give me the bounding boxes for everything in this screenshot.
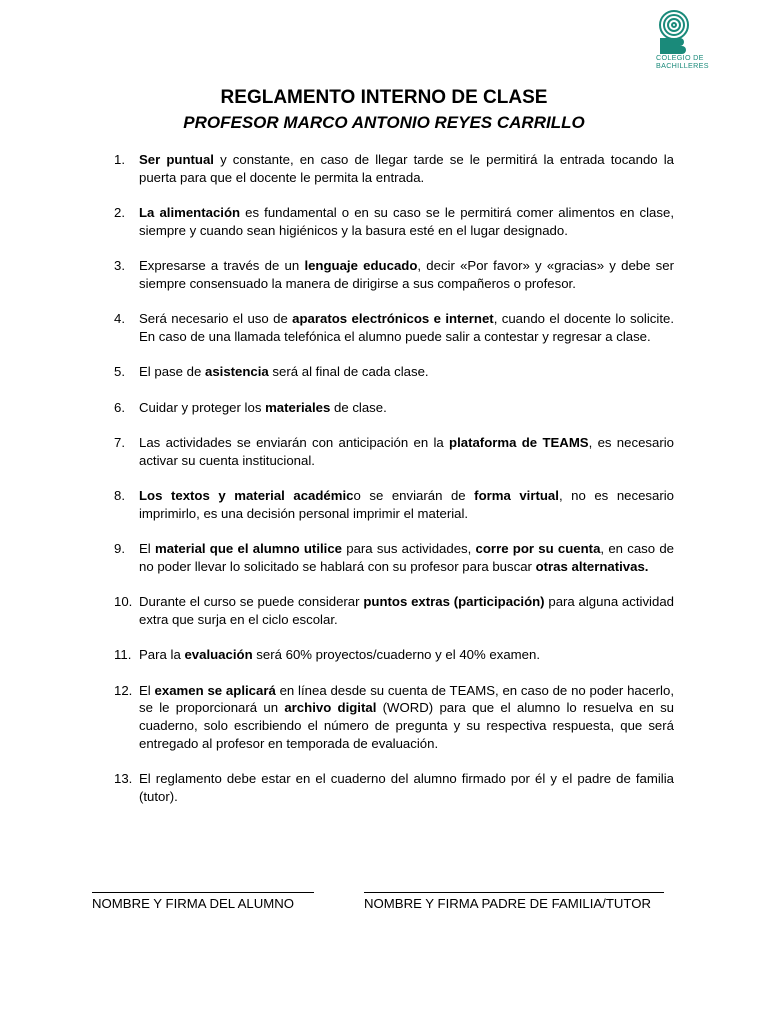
rule-emphasis: La alimentación [139,205,241,221]
rule-emphasis: forma virtual [474,488,559,504]
rule-emphasis: asistencia [204,364,269,380]
rule-item [114,151,674,187]
logo-line-1: COLEGIO DE [656,53,704,62]
rule-text: será 60% proyectos/cuaderno y el 40% examen. [252,647,540,663]
document-title: REGLAMENTO INTERNO DE CLASE [220,87,548,108]
parent-signature-line [364,892,664,893]
rule-text: en línea desde su cuenta de TEAMS, en caso de no poder hacerlo, se le proporcionará un [139,682,674,716]
rule-emphasis: Los textos y material académic [139,488,354,504]
rule-number: 11. [114,647,132,663]
rule-number: 3. [114,258,125,274]
rule-text: Cuidar y proteger los [139,399,266,415]
parent-signature-label: NOMBRE Y FIRMA PADRE DE FAMILIA/TUTOR [364,896,651,911]
rule-emphasis: plataforma de TEAMS [449,434,589,450]
rule-item [114,204,674,240]
logo-line-2: BACHILLERES [656,61,709,70]
rule-text: será al final de cada clase. [268,364,429,380]
rule-emphasis: otras alternativas. [535,558,649,574]
rule-text: El [139,682,155,698]
rule-text: El [139,541,155,557]
rule-text: El reglamento debe estar en el cuaderno del alumno firmado por él y el padre de familia (tutor). [139,771,674,805]
rule-text: o se enviarán de [353,488,475,504]
rule-text: Las actividades se enviarán con anticipación en la [139,434,450,450]
rule-emphasis: examen se aplicará [154,682,276,698]
rule-number: 12. [114,682,133,698]
rule-text: , cuando el docente lo solicite. En caso de una llamada telefónica el alumno puede salir a contestar y regresar a clase. [139,311,674,345]
rule-number: 1. [114,152,125,167]
rule-emphasis: archivo digital [284,700,377,716]
rule-text: para sus actividades, [342,541,476,557]
rule-number: 10. [114,594,133,610]
rule-emphasis: corre por su cuenta [475,541,601,557]
rule-number: 9. [114,541,125,557]
rule-item [114,540,674,576]
rule-text: , no es necesario imprimirlo, es una decisión personal imprimir el material. [139,488,674,521]
rule-text: para alguna actividad extra que surja en el ciclo escolar. [139,594,674,628]
rule-item [114,487,674,523]
rules-list [114,151,674,823]
rule-number: 13. [114,771,133,787]
rule-emphasis: material que el alumno utilice [154,541,342,557]
rule-item [114,646,674,664]
rule-item [114,682,674,753]
rule-emphasis: aparatos electrónicos e internet [292,311,494,327]
school-logo [648,10,732,72]
rule-emphasis: lenguaje educado [304,258,418,274]
rule-item [114,434,674,470]
rule-item [114,363,674,381]
rule-number: 4. [114,311,125,327]
rule-text: , es necesario activar su cuenta institucional. [139,434,674,468]
rule-text: El pase de [139,364,205,380]
rule-emphasis: Ser puntual [139,152,214,167]
spiral-logo-icon [656,10,692,54]
rule-emphasis: evaluación [184,647,253,663]
rule-text: de clase. [330,399,387,415]
rule-emphasis: materiales [265,399,331,415]
student-signature-line [92,892,314,893]
logo-wordmark [656,54,736,70]
rule-item [114,770,674,806]
rule-text: es fundamental o en su caso se le permitirá comer alimentos en clase, siempre y cuando sean higiénicos y la basura esté en el lugar designado. [139,205,674,238]
rule-number: 6. [114,399,125,415]
rule-text: (WORD) para que el alumno lo resuelva en su cuaderno, solo escribiendo el número de pregunta y su respectiva respuesta, que será entregado al profesor en temporada de evaluación. [139,700,674,752]
document-subtitle: PROFESOR MARCO ANTONIO REYES CARRILLO [183,113,585,132]
rule-item [114,257,674,293]
rule-item [114,399,674,417]
rule-text: , en caso de no poder llevar lo solicitado se hablará con su profesor para buscar [139,541,675,574]
rule-item [114,593,674,629]
student-signature-label: NOMBRE Y FIRMA DEL ALUMNO [92,896,295,911]
rule-number: 8. [114,488,125,504]
rule-item [114,310,674,346]
rule-emphasis: puntos extras (participación) [363,594,545,610]
rule-number: 7. [114,434,125,450]
rule-text: y constante, en caso de llegar tarde se le permitirá la entrada tocando la puerta para que el docente le permita la entrada. [139,152,674,185]
rule-text: Será necesario el uso de [139,311,293,327]
rule-text: Para la [139,647,185,663]
rule-number: 5. [114,364,125,380]
rule-number: 2. [114,205,125,221]
rule-text: Durante el curso se puede considerar [139,594,364,610]
rule-text: , decir «Por favor» y «gracias» y debe ser siempre consensuado la manera de dirigirse a sus compañeros o profesor. [139,258,674,291]
rule-text: Expresarse a través de un [139,258,305,274]
